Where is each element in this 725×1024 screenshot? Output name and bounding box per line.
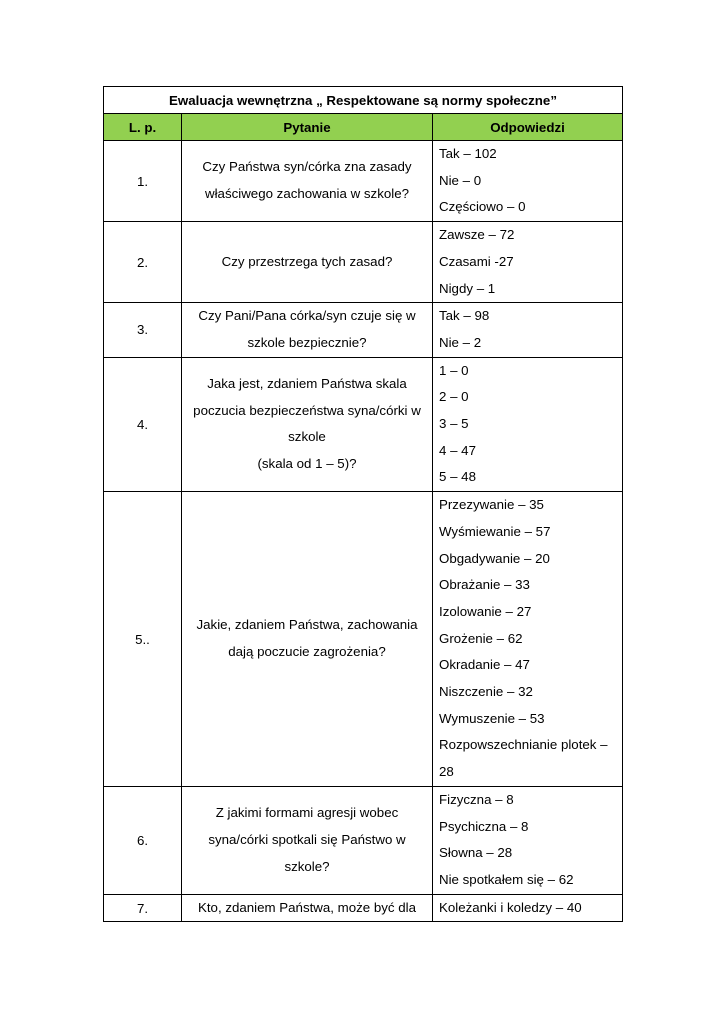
answer-item: Okradanie – 47 xyxy=(439,657,530,673)
table-row xyxy=(104,222,623,303)
answer-item: Rozpowszechnianie plotek – xyxy=(439,737,608,753)
question-line: Z jakimi formami agresji wobec xyxy=(215,805,399,821)
survey-table-body xyxy=(104,87,623,922)
question-line: Jakie, zdaniem Państwa, zachowania xyxy=(196,617,418,633)
answer-item: Nigdy – 1 xyxy=(439,280,496,296)
answers-cell xyxy=(433,894,623,922)
answer-item: Przezywanie – 35 xyxy=(439,497,544,513)
answers-cell xyxy=(433,141,623,222)
answer-item: 1 – 0 xyxy=(439,362,469,378)
question-line: szkole? xyxy=(284,858,330,874)
question-cell xyxy=(182,786,433,894)
answer-item: Obrażanie – 33 xyxy=(439,577,530,593)
row-number: 5.. xyxy=(104,492,182,787)
row-number: 1. xyxy=(104,141,182,222)
answer-item: Wymuszenie – 53 xyxy=(439,710,545,726)
question-line: Kto, zdaniem Państwa, może być dla xyxy=(197,899,417,915)
answer-item: 5 – 48 xyxy=(439,469,476,485)
answers-cell xyxy=(433,222,623,303)
question-cell xyxy=(182,303,433,357)
question-cell xyxy=(182,141,433,222)
answer-item: Niszczenie – 32 xyxy=(439,684,533,700)
row-number: 3. xyxy=(104,303,182,357)
answer-item: Wyśmiewanie – 57 xyxy=(439,523,551,539)
question-cell xyxy=(182,492,433,787)
answers-cell xyxy=(433,786,623,894)
answer-item: 2 – 0 xyxy=(439,389,469,405)
question-line: właściwego zachowania w szkole? xyxy=(205,186,409,202)
question-line: Czy przestrzega tych zasad? xyxy=(221,253,393,269)
header-lp: L. p. xyxy=(104,114,182,141)
table-title: Ewaluacja wewnętrzna „ Respektowane są normy społeczne” xyxy=(104,87,623,114)
title-row xyxy=(104,87,623,114)
answer-item: Nie – 0 xyxy=(439,172,482,188)
row-number: 2. xyxy=(104,222,182,303)
table-row xyxy=(104,303,623,357)
table-row xyxy=(104,492,623,787)
answer-item: Tak – 98 xyxy=(439,308,490,324)
question-cell xyxy=(182,222,433,303)
row-number: 7. xyxy=(104,894,182,922)
question-cell xyxy=(182,357,433,492)
answers-cell xyxy=(433,492,623,787)
header-question: Pytanie xyxy=(182,114,433,141)
question-line: szkole bezpiecznie? xyxy=(247,334,367,350)
question-line: szkole xyxy=(288,429,326,445)
question-line: (skala od 1 – 5)? xyxy=(257,456,357,472)
question-line: Czy Państwa syn/córka zna zasady xyxy=(202,159,412,175)
answer-item: Czasami -27 xyxy=(439,253,514,269)
answer-item: Grożenie – 62 xyxy=(439,630,523,646)
header-row xyxy=(104,114,623,141)
question-line: Jaka jest, zdaniem Państwa skala xyxy=(207,375,407,391)
question-line: Czy Pani/Pana córka/syn czuje się w xyxy=(198,308,416,324)
survey-table xyxy=(103,86,623,922)
answer-item: Psychiczna – 8 xyxy=(439,818,529,834)
answers-cell xyxy=(433,357,623,492)
question-line: syna/córki spotkali się Państwo w xyxy=(208,831,406,847)
answer-item: Obgadywanie – 20 xyxy=(439,550,550,566)
answer-item: Zawsze – 72 xyxy=(439,227,515,243)
row-number: 6. xyxy=(104,786,182,894)
header-answers: Odpowiedzi xyxy=(433,114,623,141)
table-row xyxy=(104,357,623,492)
row-number: 4. xyxy=(104,357,182,492)
answer-item: Nie – 2 xyxy=(439,334,482,350)
answer-item: 4 – 47 xyxy=(439,442,476,458)
answer-item: Fizyczna – 8 xyxy=(439,791,514,807)
answer-item: Częściowo – 0 xyxy=(439,199,526,215)
answer-item: Tak – 102 xyxy=(439,146,497,161)
answer-item: Izolowanie – 27 xyxy=(439,603,532,619)
table-row xyxy=(104,786,623,894)
answer-item: Nie spotkałem się – 62 xyxy=(439,871,574,887)
answers-cell xyxy=(433,303,623,357)
answer-item: 3 – 5 xyxy=(439,416,469,432)
question-cell xyxy=(182,894,433,922)
answer-item: 28 xyxy=(439,764,454,780)
answer-item: Słowna – 28 xyxy=(439,845,513,861)
answer-item: Koleżanki i koledzy – 40 xyxy=(439,899,582,915)
question-line: poczucia bezpieczeństwa syna/córki w xyxy=(193,402,421,418)
table-row xyxy=(104,141,623,222)
table-row xyxy=(104,894,623,922)
question-line: dają poczucie zagrożenia? xyxy=(228,644,386,659)
